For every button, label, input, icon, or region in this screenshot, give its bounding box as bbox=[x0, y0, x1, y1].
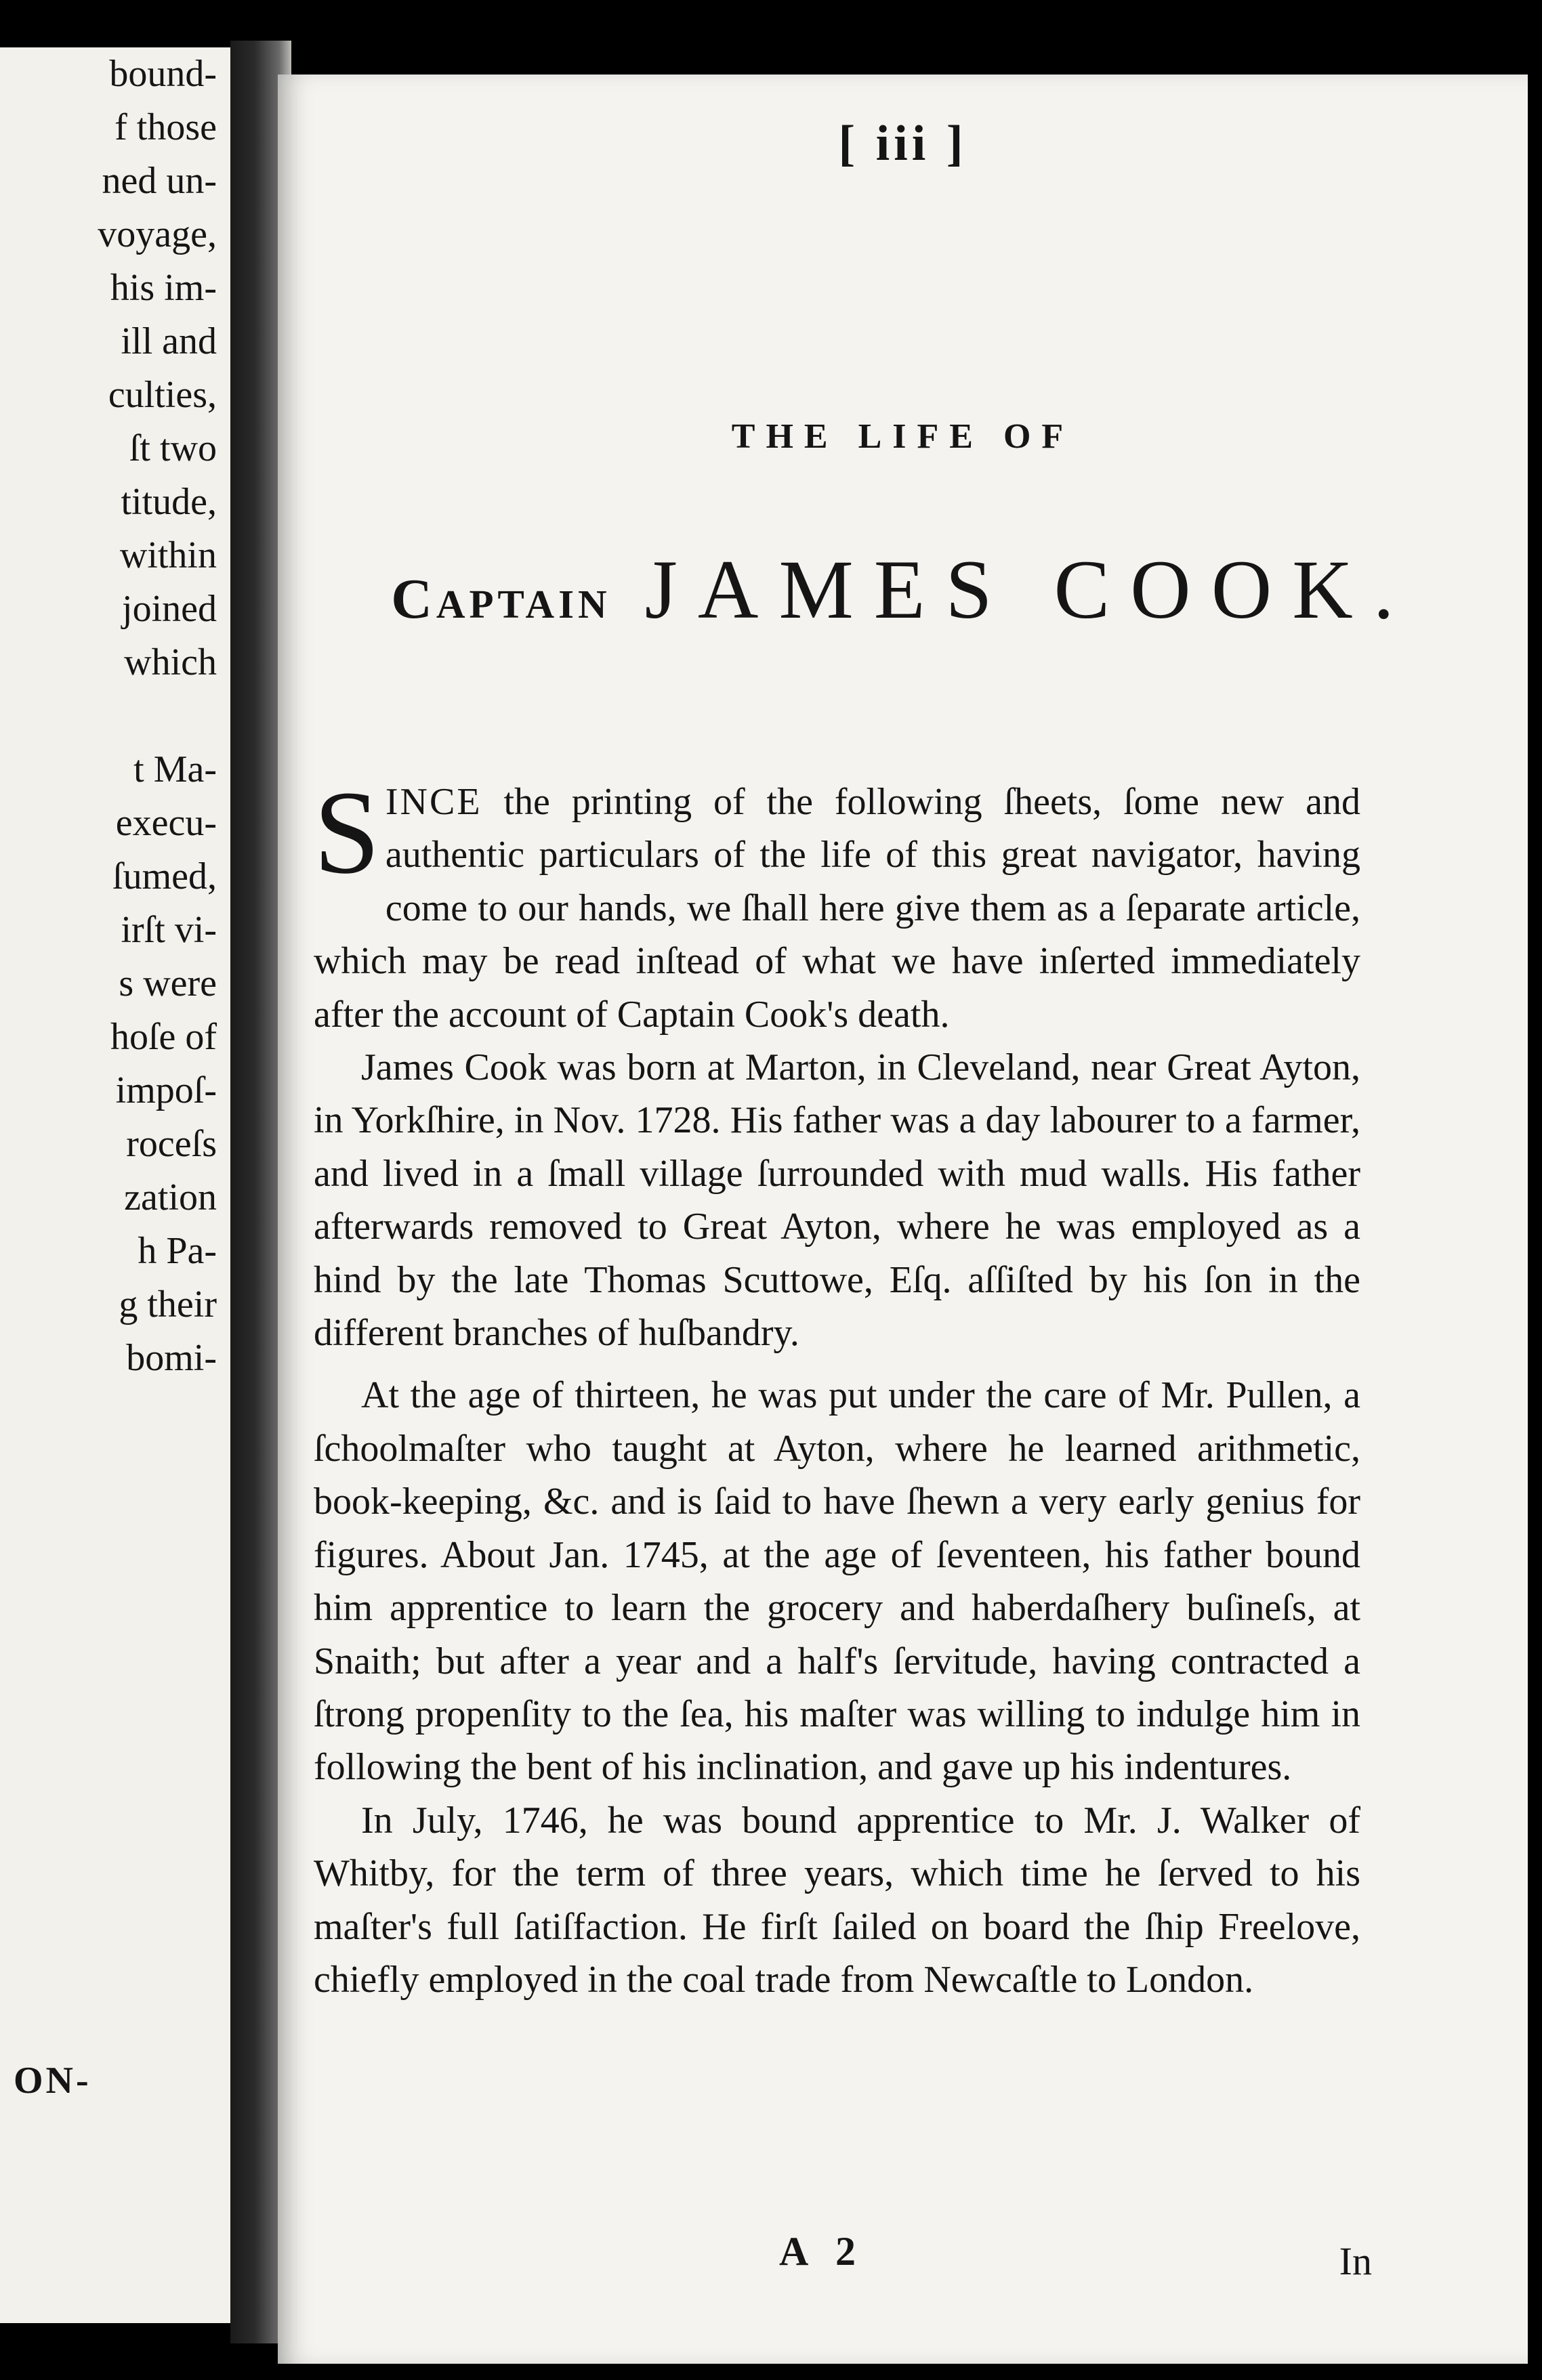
facing-page-catchword: ON- bbox=[14, 2060, 91, 2102]
catchword: In bbox=[1339, 2239, 1372, 2283]
facing-line: f those bbox=[114, 106, 217, 148]
facing-page-left bbox=[0, 47, 230, 2323]
facing-line: roceſs bbox=[126, 1123, 217, 1165]
paragraph: James Cook was born at Marton, in Cleveland, near Great Ayton, in Yorkſhire, in Nov. 1728. His father was a day labourer to a farmer, and lived in a ſmall village ſurrounded with mud walls. His father afterwards removed to Great Ayton, where he was employed as a hind by the late Thomas Scuttowe, Eſq. aſſiſted by his ſon in the different branches of huſbandry. bbox=[314, 1046, 1360, 1355]
page-number: [ iii ] bbox=[838, 116, 967, 171]
facing-line: h Pa- bbox=[138, 1230, 217, 1272]
facing-line: ill and bbox=[121, 320, 217, 362]
section-heading: THE LIFE OF bbox=[731, 417, 1075, 456]
facing-line: his im- bbox=[110, 267, 217, 309]
facing-line: execu- bbox=[115, 802, 217, 844]
drop-cap: S bbox=[314, 767, 380, 899]
signature-mark: A 2 bbox=[779, 2229, 866, 2274]
facing-line: t Ma- bbox=[133, 748, 217, 790]
facing-line: bound- bbox=[109, 53, 217, 95]
facing-line: zation bbox=[124, 1176, 217, 1218]
facing-line: within bbox=[119, 534, 217, 576]
title-prefix: Captain bbox=[391, 568, 611, 631]
facing-line: s were bbox=[119, 962, 217, 1004]
facing-page-text bbox=[14, 47, 217, 1385]
page-title bbox=[278, 542, 1528, 638]
body-text bbox=[314, 767, 1360, 2006]
facing-line: irſt vi- bbox=[121, 909, 217, 951]
facing-line: g their bbox=[119, 1283, 217, 1325]
first-word: INCE bbox=[385, 781, 482, 823]
facing-line: joined bbox=[122, 588, 217, 630]
facing-line: ſumed, bbox=[112, 855, 217, 897]
paragraph bbox=[314, 767, 1360, 1041]
facing-line: impoſ- bbox=[115, 1069, 217, 1111]
facing-line: ſt two bbox=[129, 427, 217, 469]
facing-line bbox=[14, 689, 217, 743]
facing-line: which bbox=[124, 641, 217, 683]
paragraph: At the age of thirteen, he was put under the care of Mr. Pullen, a ſchoolmaſter who taught at Ayton, where he learned arithmetic, book-keeping, &c. and is ſaid to have ſhewn a very early genius for figures. About Jan. 1745, at the age of ſeventeen, his father bound him apprentice to learn the grocery and haberdaſhery buſineſs, at Snaith; but after a year and a half's ſervitude, having contracted a ſtrong propenſity to the ſea, his maſter was willing to indulge him in following the bent of his inclination, and gave up his indentures. bbox=[314, 1374, 1360, 1789]
facing-line: culties, bbox=[108, 374, 217, 416]
facing-line: titude, bbox=[121, 481, 217, 523]
facing-line: ned un- bbox=[102, 160, 217, 202]
book-page bbox=[278, 75, 1528, 2364]
paragraph-text: the printing of the following ſheets, ſome new and authentic particulars of the life of this great navigator, having come to our hands, we ſhall here give them as a ſeparate article, which may be read inſtead of what we have inſerted immediately after the account of Captain Cook's death. bbox=[314, 781, 1360, 1036]
facing-line: hoſe of bbox=[110, 1016, 217, 1058]
facing-line: bomi- bbox=[126, 1337, 217, 1379]
title-name: JAMES COOK. bbox=[644, 543, 1415, 636]
facing-line: voyage, bbox=[98, 213, 217, 255]
paragraph: In July, 1746, he was bound apprentice to Mr. J. Walker of Whitby, for the term of three years, which time he ſerved to his maſter's full ſatiſfaction. He firſt ſailed on board the ſhip Freelove, chiefly employed in the coal trade from Newcaſtle to London. bbox=[314, 1799, 1360, 2001]
